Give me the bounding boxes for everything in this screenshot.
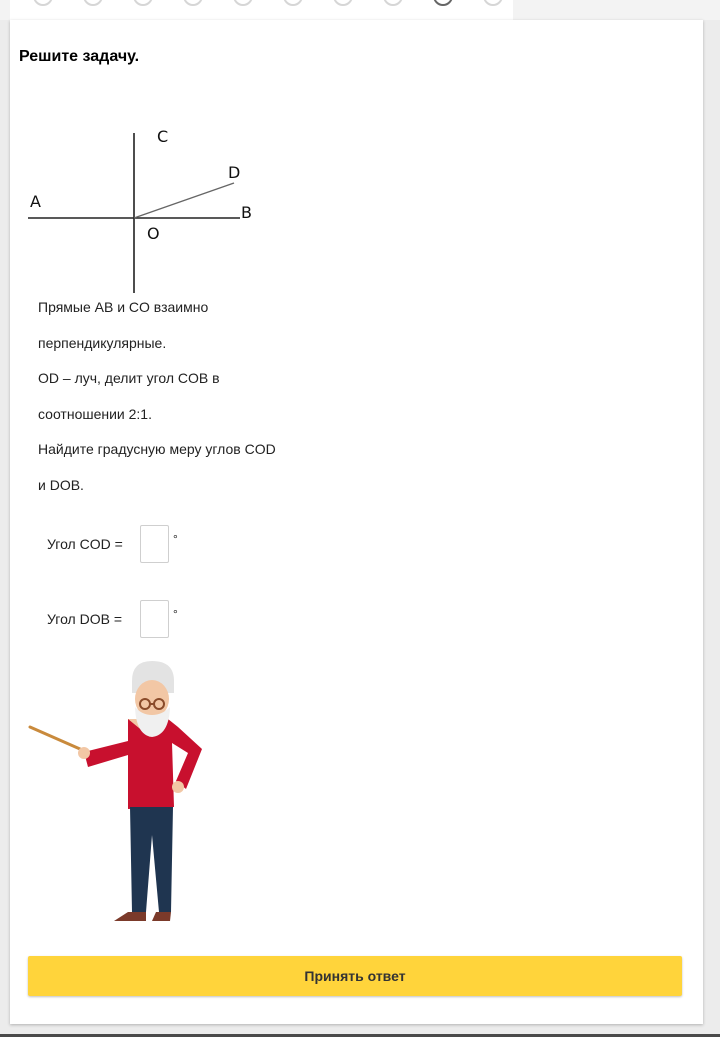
progress-step[interactable] xyxy=(83,0,103,6)
degree-sign: ° xyxy=(173,607,178,621)
progress-step[interactable] xyxy=(133,0,153,6)
problem-line: Найдите градусную меру углов COD xyxy=(38,441,276,457)
progress-step[interactable] xyxy=(383,0,403,6)
progress-step[interactable] xyxy=(333,0,353,6)
progress-bar xyxy=(10,0,513,20)
progress-step[interactable] xyxy=(233,0,253,6)
progress-step[interactable] xyxy=(183,0,203,6)
angle-dob-input[interactable] xyxy=(140,600,169,638)
progress-step[interactable] xyxy=(483,0,503,6)
progress-step[interactable] xyxy=(33,0,53,6)
problem-line: соотношении 2:1. xyxy=(38,405,152,422)
task-title: Решите задачу. xyxy=(19,48,140,65)
label-c: C xyxy=(157,127,169,146)
problem-statement xyxy=(38,290,328,503)
ray-od xyxy=(134,183,234,218)
angle-cod-label: Угол COD = xyxy=(47,536,123,552)
task-card xyxy=(10,20,703,1024)
answer-row-dob xyxy=(47,600,178,638)
problem-line: перпендикулярные. xyxy=(38,334,167,351)
angle-cod-input[interactable] xyxy=(140,525,169,563)
degree-sign: ° xyxy=(173,532,178,546)
progress-step[interactable] xyxy=(283,0,303,6)
angle-dob-label: Угол DOB = xyxy=(47,611,123,627)
answer-row-cod xyxy=(47,525,178,563)
label-b: B xyxy=(241,203,252,222)
problem-line: Прямые AB и CO взаимно xyxy=(38,299,209,315)
label-a: A xyxy=(30,192,41,211)
progress-step[interactable] xyxy=(433,0,453,6)
submit-answer-button[interactable]: Принять ответ xyxy=(28,956,682,996)
teacher-illustration xyxy=(28,657,208,927)
problem-line: и DOB. xyxy=(38,476,84,493)
label-d: D xyxy=(228,163,241,182)
geometry-diagram xyxy=(26,108,271,293)
problem-line: OD – луч, делит угол COB в xyxy=(38,370,220,386)
label-o: O xyxy=(147,224,160,243)
